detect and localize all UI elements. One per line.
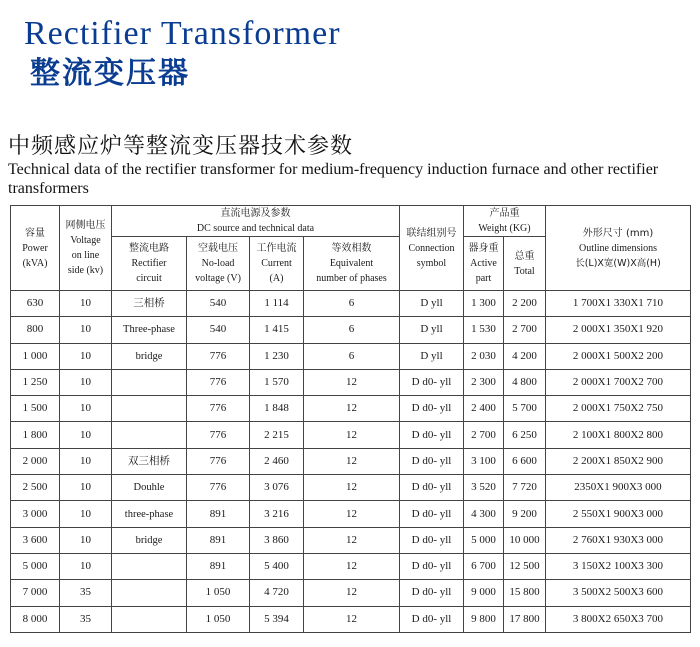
- cell-connection: D d0- yll: [400, 422, 464, 448]
- cell-active: 2 030: [464, 343, 504, 369]
- header-total-cn: 总重: [514, 250, 535, 262]
- header-circuit: [112, 237, 187, 291]
- cell-total: 6 600: [504, 448, 546, 474]
- header-phases-en-1: Equivalent: [329, 258, 374, 269]
- header-current-en-2: (A): [269, 273, 284, 284]
- cell-noload: 540: [187, 291, 250, 317]
- table-row: [11, 501, 691, 527]
- cell-phases: 12: [304, 527, 400, 553]
- cell-power: 2 500: [11, 475, 60, 501]
- cell-current: 2 215: [250, 422, 304, 448]
- cell-active: 3 100: [464, 448, 504, 474]
- cell-current: 4 720: [250, 580, 304, 606]
- cell-voltage: 10: [60, 475, 112, 501]
- cell-circuit: [112, 553, 187, 579]
- cell-circuit: [112, 422, 187, 448]
- cell-power: 630: [11, 291, 60, 317]
- cell-circuit: bridge: [112, 527, 187, 553]
- cell-noload: 776: [187, 422, 250, 448]
- cell-outline: 2 000X1 500X2 200: [546, 343, 691, 369]
- cell-voltage: 10: [60, 553, 112, 579]
- cell-voltage: 10: [60, 501, 112, 527]
- header-phases-cn: 等效相数: [331, 243, 372, 254]
- header-total-en: Total: [514, 265, 535, 277]
- table-row: [11, 580, 691, 606]
- header-active-en-2: part: [475, 273, 492, 284]
- cell-phases: 12: [304, 553, 400, 579]
- cell-phases: 12: [304, 448, 400, 474]
- header-phases: [304, 237, 400, 291]
- cell-phases: 6: [304, 291, 400, 317]
- cell-connection: D d0- yll: [400, 580, 464, 606]
- cell-total: 5 700: [504, 396, 546, 422]
- cell-noload: 776: [187, 396, 250, 422]
- cell-noload: 891: [187, 553, 250, 579]
- header-dc-group: [112, 206, 400, 237]
- cell-power: 1 000: [11, 343, 60, 369]
- cell-phases: 12: [304, 606, 400, 632]
- header-active-cn: 器身重: [468, 243, 499, 254]
- header-voltage-en-2: on line: [71, 250, 100, 261]
- cell-voltage: 35: [60, 606, 112, 632]
- cell-connection: D yll: [400, 291, 464, 317]
- cell-phases: 12: [304, 396, 400, 422]
- header-noload-en-2: voltage (V): [195, 273, 241, 284]
- cell-power: 2 000: [11, 448, 60, 474]
- cell-noload: 776: [187, 475, 250, 501]
- cell-total: 7 720: [504, 475, 546, 501]
- cell-noload: 776: [187, 369, 250, 395]
- cell-total: 6 250: [504, 422, 546, 448]
- cell-phases: 12: [304, 369, 400, 395]
- header-connection-en-2: symbol: [416, 257, 447, 269]
- cell-noload: 540: [187, 317, 250, 343]
- cell-active: 9 800: [464, 606, 504, 632]
- table-row: [11, 606, 691, 632]
- cell-outline: 3 500X2 500X3 600: [546, 580, 691, 606]
- cell-noload: 891: [187, 501, 250, 527]
- cell-total: 9 200: [504, 501, 546, 527]
- cell-phases: 6: [304, 317, 400, 343]
- spec-table: [10, 205, 691, 633]
- cell-connection: D d0- yll: [400, 606, 464, 632]
- cell-active: 1 300: [464, 291, 504, 317]
- cell-current: 2 460: [250, 448, 304, 474]
- cell-circuit: [112, 396, 187, 422]
- cell-voltage: 10: [60, 422, 112, 448]
- page-title-chinese: 整流变压器: [30, 56, 190, 91]
- cell-total: 17 800: [504, 606, 546, 632]
- header-phases-en-2: number of phases: [316, 273, 387, 284]
- cell-outline: 2350X1 900X3 000: [546, 475, 691, 501]
- cell-connection: D d0- yll: [400, 396, 464, 422]
- cell-total: 4 800: [504, 369, 546, 395]
- cell-active: 2 300: [464, 369, 504, 395]
- header-noload: [187, 237, 250, 291]
- cell-total: 15 800: [504, 580, 546, 606]
- cell-phases: 6: [304, 343, 400, 369]
- cell-current: 1 570: [250, 369, 304, 395]
- cell-circuit: [112, 369, 187, 395]
- header-outline-cn: 外形尺寸 (mm): [582, 227, 654, 239]
- cell-voltage: 10: [60, 317, 112, 343]
- cell-voltage: 10: [60, 527, 112, 553]
- header-capacity: [11, 206, 60, 291]
- cell-connection: D d0- yll: [400, 448, 464, 474]
- header-outline: [546, 206, 691, 291]
- table-row: [11, 291, 691, 317]
- cell-current: 5 400: [250, 553, 304, 579]
- cell-voltage: 10: [60, 396, 112, 422]
- cell-circuit: 双三相桥: [112, 448, 187, 474]
- section-title-chinese: 中频感应炉等整流变压器技术参数: [8, 134, 354, 159]
- cell-connection: D d0- yll: [400, 369, 464, 395]
- cell-total: 2 200: [504, 291, 546, 317]
- header-voltage-en-3: side (kv): [67, 265, 104, 276]
- cell-circuit: Douhle: [112, 475, 187, 501]
- cell-total: 12 500: [504, 553, 546, 579]
- cell-current: 3 076: [250, 475, 304, 501]
- header-outline-en: Outline dimensions: [578, 242, 658, 254]
- cell-current: 1 230: [250, 343, 304, 369]
- table-row: [11, 317, 691, 343]
- page-title: Rectifier Transformer: [24, 15, 341, 52]
- cell-power: 3 000: [11, 501, 60, 527]
- cell-voltage: 10: [60, 369, 112, 395]
- cell-current: 1 848: [250, 396, 304, 422]
- header-current: [250, 237, 304, 291]
- cell-power: 800: [11, 317, 60, 343]
- header-voltage-cn: 网侧电压: [65, 220, 106, 231]
- header-weight-group: [464, 206, 546, 237]
- header-active: [464, 237, 504, 291]
- cell-total: 10 000: [504, 527, 546, 553]
- cell-circuit: [112, 580, 187, 606]
- section-title-english: Technical data of the rectifier transformer for medium-frequency induction furnace and other rectifier transformers: [8, 161, 659, 197]
- table-row: [11, 422, 691, 448]
- cell-current: 5 394: [250, 606, 304, 632]
- header-voltage: [60, 206, 112, 291]
- cell-noload: 1 050: [187, 580, 250, 606]
- cell-outline: 2 760X1 930X3 000: [546, 527, 691, 553]
- table-row: [11, 553, 691, 579]
- cell-voltage: 10: [60, 448, 112, 474]
- cell-outline: 2 550X1 900X3 000: [546, 501, 691, 527]
- cell-circuit: bridge: [112, 343, 187, 369]
- cell-current: 3 860: [250, 527, 304, 553]
- header-circuit-en-2: circuit: [136, 273, 162, 284]
- cell-connection: D yll: [400, 343, 464, 369]
- table-row: [11, 369, 691, 395]
- cell-current: 1 114: [250, 291, 304, 317]
- cell-connection: D yll: [400, 317, 464, 343]
- cell-active: 2 700: [464, 422, 504, 448]
- header-voltage-en-1: Voltage: [70, 235, 101, 246]
- cell-noload: 776: [187, 343, 250, 369]
- cell-circuit: [112, 606, 187, 632]
- table-row: [11, 527, 691, 553]
- header-active-en-1: Active: [470, 258, 497, 269]
- cell-voltage: 10: [60, 343, 112, 369]
- cell-phases: 12: [304, 580, 400, 606]
- cell-outline: 2 000X1 750X2 750: [546, 396, 691, 422]
- cell-current: 1 415: [250, 317, 304, 343]
- cell-connection: D d0- yll: [400, 501, 464, 527]
- header-weight-en: Weight (KG): [478, 223, 531, 234]
- table-row: [11, 343, 691, 369]
- cell-noload: 1 050: [187, 606, 250, 632]
- cell-power: 1 500: [11, 396, 60, 422]
- cell-phases: 12: [304, 475, 400, 501]
- cell-total: 2 700: [504, 317, 546, 343]
- header-outline-dims: 长(L)X宽(W)X高(H): [575, 257, 661, 269]
- cell-active: 2 400: [464, 396, 504, 422]
- cell-outline: 2 000X1 350X1 920: [546, 317, 691, 343]
- header-total: [504, 237, 546, 291]
- header-connection-cn: 联结组别号: [406, 227, 457, 239]
- cell-phases: 12: [304, 422, 400, 448]
- header-circuit-cn: 整流电路: [129, 243, 169, 254]
- cell-active: 4 300: [464, 501, 504, 527]
- cell-noload: 776: [187, 448, 250, 474]
- cell-connection: D d0- yll: [400, 527, 464, 553]
- cell-connection: D d0- yll: [400, 475, 464, 501]
- cell-active: 9 000: [464, 580, 504, 606]
- header-noload-cn: 空载电压: [198, 243, 238, 254]
- cell-outline: 2 000X1 700X2 700: [546, 369, 691, 395]
- cell-circuit: 三相桥: [112, 291, 187, 317]
- cell-voltage: 10: [60, 291, 112, 317]
- table-row: [11, 448, 691, 474]
- header-current-en-1: Current: [261, 258, 292, 269]
- cell-outline: 3 800X2 650X3 700: [546, 606, 691, 632]
- cell-outline: 1 700X1 330X1 710: [546, 291, 691, 317]
- table-row: [11, 396, 691, 422]
- cell-outline: 2 200X1 850X2 900: [546, 448, 691, 474]
- cell-total: 4 200: [504, 343, 546, 369]
- cell-active: 3 520: [464, 475, 504, 501]
- cell-active: 5 000: [464, 527, 504, 553]
- cell-power: 5 000: [11, 553, 60, 579]
- cell-power: 7 000: [11, 580, 60, 606]
- table-row: [11, 475, 691, 501]
- header-capacity-cn: 容量: [25, 227, 45, 239]
- cell-outline: 3 150X2 100X3 300: [546, 553, 691, 579]
- header-capacity-en: Power: [22, 242, 48, 254]
- header-capacity-unit: (kVA): [22, 257, 48, 269]
- cell-voltage: 35: [60, 580, 112, 606]
- header-connection-en-1: Connection: [408, 242, 455, 254]
- cell-active: 6 700: [464, 553, 504, 579]
- header-dc-group-en: DC source and technical data: [196, 223, 315, 234]
- cell-circuit: Three-phase: [112, 317, 187, 343]
- header-circuit-en-1: Rectifier: [131, 258, 167, 269]
- cell-connection: D d0- yll: [400, 553, 464, 579]
- cell-noload: 891: [187, 527, 250, 553]
- header-current-cn: 工作电流: [256, 243, 297, 254]
- cell-power: 1 250: [11, 369, 60, 395]
- cell-phases: 12: [304, 501, 400, 527]
- spec-table-body: [11, 291, 691, 633]
- cell-current: 3 216: [250, 501, 304, 527]
- cell-active: 1 530: [464, 317, 504, 343]
- cell-circuit: three-phase: [112, 501, 187, 527]
- cell-power: 1 800: [11, 422, 60, 448]
- cell-power: 3 600: [11, 527, 60, 553]
- header-dc-group-cn: 直流电源及参数: [220, 208, 291, 219]
- header-connection: [400, 206, 464, 291]
- cell-outline: 2 100X1 800X2 800: [546, 422, 691, 448]
- header-noload-en-1: No-load: [201, 258, 235, 269]
- cell-power: 8 000: [11, 606, 60, 632]
- header-weight-cn: 产品重: [489, 208, 520, 219]
